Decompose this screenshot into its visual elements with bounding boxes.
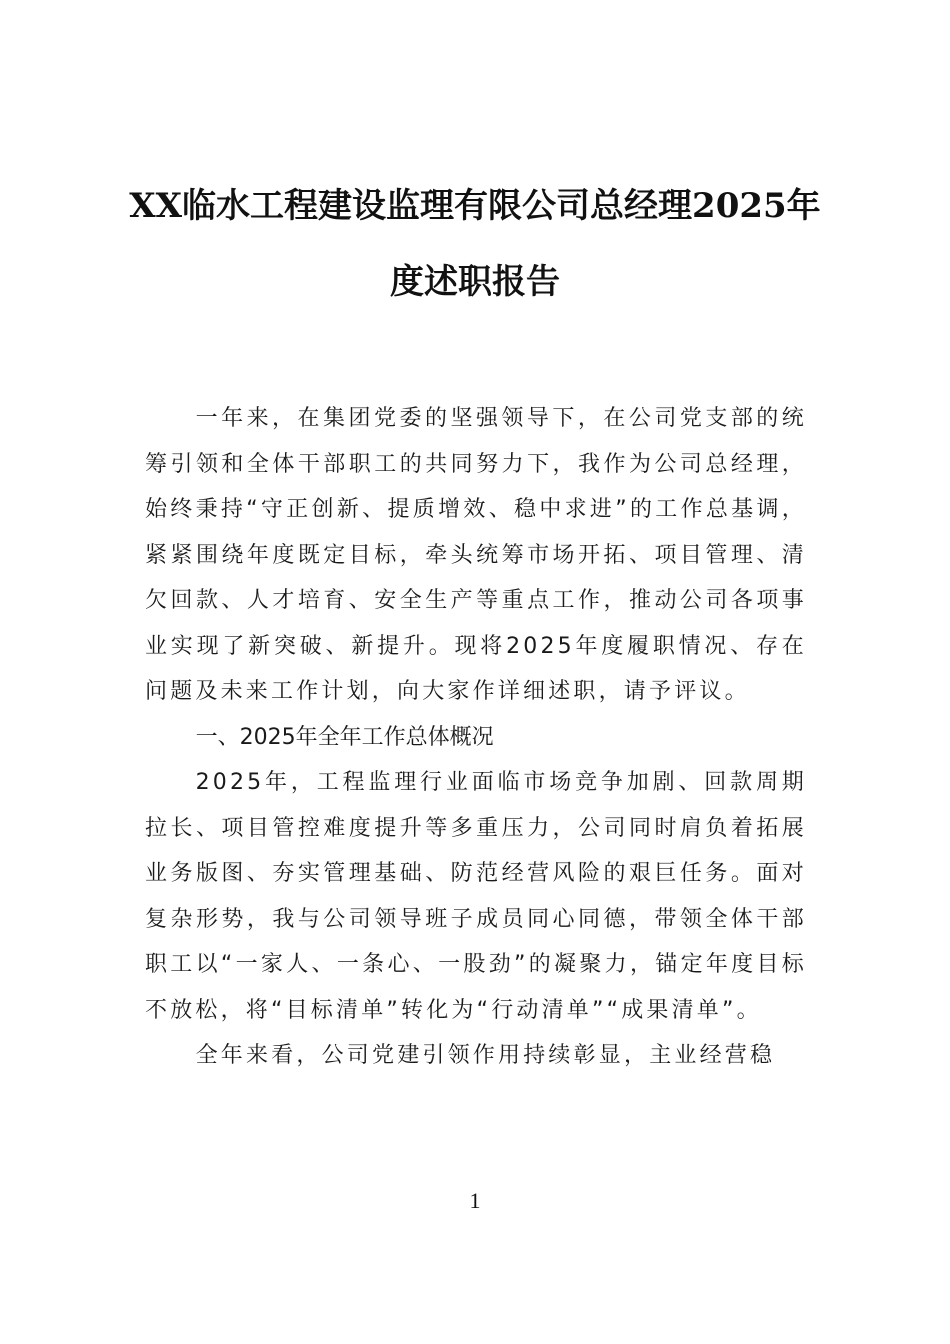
page-number: 1 — [469, 1188, 481, 1213]
paragraph-overview: 2025年，工程监理行业面临市场竞争加剧、回款周期拉长、项目管控难度提升等多重压力，公司同时肩负着拓展业务版图、夯实管理基础、防范经营风险的艰巨任务。面对复杂形势，我与公司领导班子成员同心同德，带领全体干部职工以“一家人、一条心、一股劲”的凝聚力，锚定年度目标不放松，将“目标清单”转化为“行动清单”“成果清单”。 — [145, 770, 807, 1023]
document-title: XX临水工程建设监理有限公司总经理2025年度述职报告 — [129, 186, 821, 302]
paragraph-summary: 全年来看，公司党建引领作用持续彰显，主业经营稳 — [195, 1043, 776, 1068]
paragraph-intro: 一年来，在集团党委的坚强领导下，在公司党支部的统筹引领和全体干部职工的共同努力下，我作为公司总经理，始终秉持“守正创新、提质增效、稳中求进”的工作总基调，紧紧围绕年度既定目标，牵头统筹市场开拓、项目管理、清欠回款、人才培育、安全生产等重点工作，推动公司各项事业实现了新突破、新提升。现将2025年度履职情况、存在问题及未来工作计划，向大家作详细述职，请予评议。 — [145, 406, 807, 704]
document-body — [145, 396, 807, 1079]
section-heading-1: 一、2025年全年工作总体概况 — [195, 724, 494, 750]
